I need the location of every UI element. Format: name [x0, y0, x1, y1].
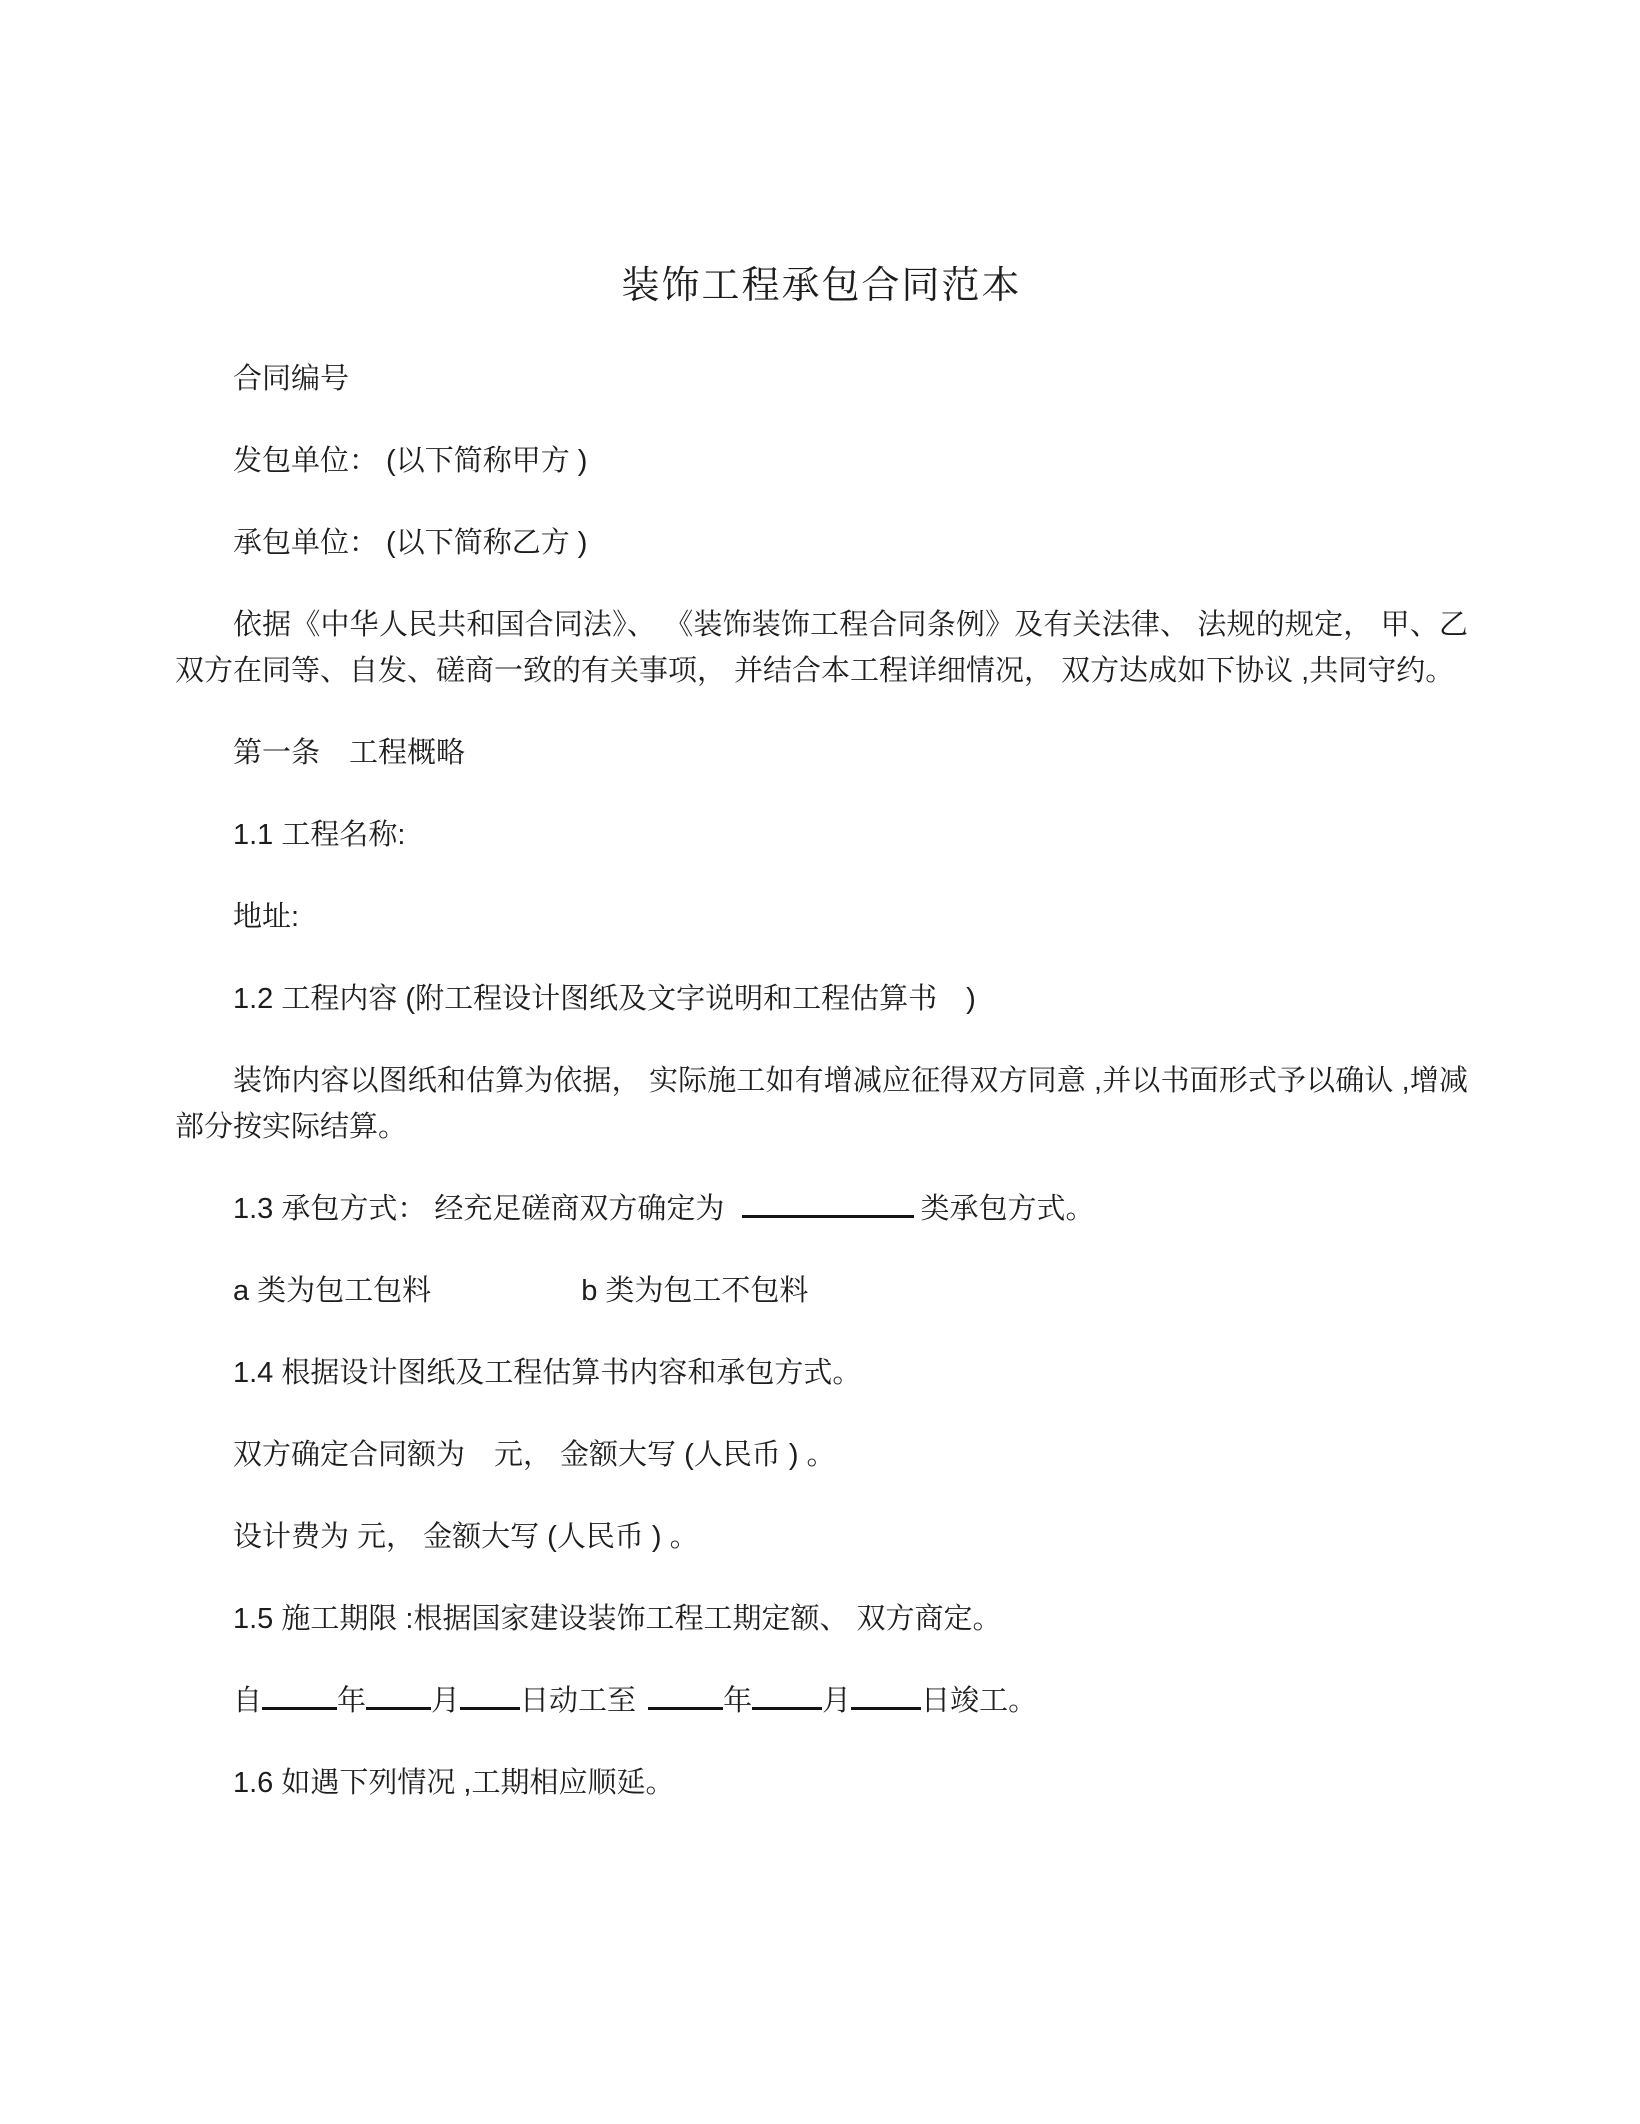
construction-date-line: [175, 1678, 1468, 1724]
clause-1-2: 1.2 工程内容 (附工程设计图纸及文字说明和工程估算书 ): [233, 983, 976, 1015]
contract-class-option-b: b 类为包工不包料: [581, 1275, 809, 1307]
clause-1-2-note: 装饰内容以图纸和估算为依据， 实际施工如有增减应征得双方同意 ,并以书面形式予以确认 ,增减部分按实际结算。: [175, 1065, 1468, 1143]
month-start-blank: [366, 1678, 431, 1710]
page-title: 装饰工程承包合同范本: [621, 265, 1022, 307]
contract-amount-line: 双方确定合同额为 元， 金额大写 (人民币 ) 。: [233, 1439, 836, 1471]
date-text: 自: [233, 1685, 263, 1717]
clause-1-3: [175, 1186, 1468, 1232]
date-text: 月: [431, 1685, 461, 1717]
design-fee-line: 设计费为 元， 金额大写 (人民币 ) 。: [233, 1521, 699, 1553]
month-end-blank: [752, 1678, 822, 1710]
clause-1-1: 1.1 工程名称:: [233, 819, 406, 851]
article-1-heading: 第一条 工程概略: [233, 737, 466, 769]
date-text: 日竣工。: [921, 1685, 1038, 1717]
contract-class-line: [175, 1268, 1468, 1314]
day-start-blank: [460, 1678, 520, 1710]
date-text: 年: [723, 1685, 753, 1717]
preamble-paragraph: 依据《中华人民共和国合同法》、 《装饰装饰工程合同条例》及有关法律、 法规的规定， 甲、乙双方在同等、自发、磋商一致的有关事项， 并结合本工程详细情况， 双方达成如下协议 ,共同守约。: [175, 609, 1468, 687]
contract-method-blank: [742, 1186, 914, 1218]
clause-1-3-suffix: 类承包方式。: [920, 1193, 1095, 1225]
year-start-blank: [262, 1678, 337, 1710]
date-text: 月: [822, 1685, 852, 1717]
date-text: 年: [337, 1685, 367, 1717]
clause-1-6: 1.6 如遇下列情况 ,工期相应顺延。: [233, 1767, 675, 1799]
clause-1-4: 1.4 根据设计图纸及工程估算书内容和承包方式。: [233, 1357, 862, 1389]
clause-1-5: 1.5 施工期限 :根据国家建设装饰工程工期定额、 双方商定。: [233, 1603, 1002, 1635]
address-line: 地址:: [233, 901, 300, 933]
party-b-line: 承包单位： (以下简称乙方 ): [233, 527, 588, 559]
day-end-blank: [851, 1678, 921, 1710]
party-a-line: 发包单位： (以下简称甲方 ): [233, 445, 588, 477]
contract-class-option-a: a 类为包工包料: [233, 1275, 432, 1307]
date-text: 日动工至: [520, 1685, 637, 1717]
contract-number-line: 合同编号: [233, 363, 350, 395]
clause-1-3-prefix: 1.3 承包方式： 经充足磋商双方确定为: [233, 1193, 725, 1225]
year-end-blank: [648, 1678, 723, 1710]
